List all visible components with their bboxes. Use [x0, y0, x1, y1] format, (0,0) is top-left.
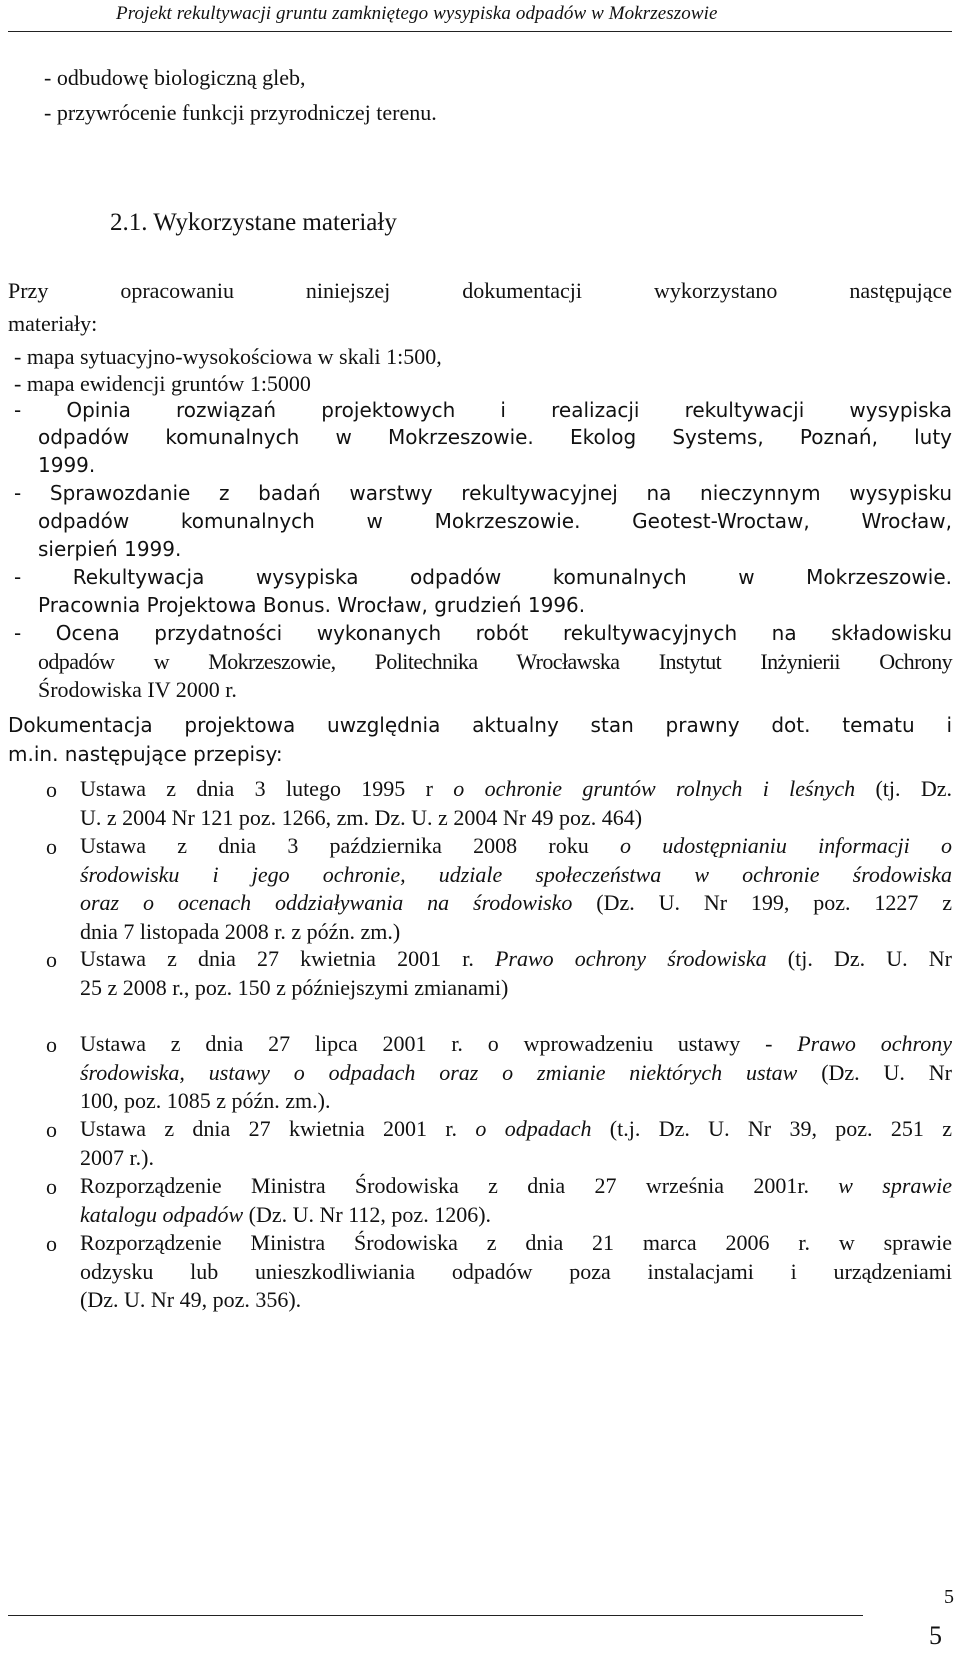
legal-item-line — [80, 1115, 952, 1144]
italic-title: Prawo ochrony środowiska — [494, 946, 767, 971]
bullet-marker: o — [46, 1032, 57, 1057]
text-run: 100, poz. 1085 z późn. zm.). — [80, 1088, 331, 1113]
legal-intro-cont: m.in. następujące przepisy: — [8, 742, 283, 766]
text-run: (Dz. U. Nr 199, poz. 1227 z — [572, 890, 952, 915]
material-item: Pracownia Projektowa Bonus. Wrocław, grudzień 1996. — [38, 593, 586, 617]
text-run: Ustawa z dnia 27 kwietnia 2001 r. — [80, 946, 495, 971]
text-run: Ustawa z dnia 27 lipca 2001 r. o wprowadzeniu ustawy - — [80, 1031, 798, 1056]
italic-title: środowiska, ustawy o odpadach oraz o zmianie niektórych ustaw — [80, 1059, 798, 1085]
intro-item: - odbudowę biologiczną gleb, — [44, 65, 306, 90]
legal-item-line — [80, 1258, 952, 1287]
legal-item — [80, 775, 952, 832]
legal-intro: Dokumentacja projektowa uwzględnia aktualny stan prawny dot. tematu i — [8, 713, 952, 737]
text-run: 2007 r.). — [80, 1144, 154, 1170]
italic-title: Prawo ochrony — [797, 1031, 952, 1056]
legal-item-line — [80, 1172, 952, 1201]
bullet-marker: o — [46, 777, 57, 802]
text-run: Ustawa z dnia 3 października 2008 roku — [80, 833, 620, 858]
text-run: (Dz. U. Nr 112, poz. 1206). — [243, 1201, 492, 1227]
footer-divider — [8, 1615, 863, 1616]
materials-intro-cont: materiały: — [8, 311, 98, 336]
page-number-marker: 5 — [944, 1586, 954, 1608]
bullet-marker: o — [46, 834, 57, 859]
text-run: U. z 2004 Nr 121 poz. 1266, zm. Dz. U. z 2004 Nr 49 poz. 464) — [80, 804, 643, 830]
legal-item-line — [80, 1286, 952, 1315]
section-heading: 2.1. Wykorzystane materiały — [110, 209, 397, 236]
header-divider — [8, 31, 952, 32]
text-run: (tj. Dz. U. Nr — [766, 946, 952, 971]
material-item: - mapa sytuacyjno-wysokościowa w skali 1:500, — [14, 344, 442, 369]
italic-title: środowisku i jego ochronie, udziale społeczeństwa w ochronie środowiska — [80, 861, 952, 887]
material-item: Środowiska IV 2000 r. — [38, 677, 237, 702]
text-run: 25 z 2008 r., poz. 150 z późniejszymi zmianami) — [80, 974, 509, 1000]
material-item: sierpień 1999. — [38, 537, 182, 561]
text-run: Ustawa z dnia 3 lutego 1995 r — [80, 776, 454, 801]
legal-item — [80, 1229, 952, 1315]
legal-item-line — [80, 918, 952, 947]
material-item: odpadów komunalnych w Mokrzeszowie. Ekolog Systems, Poznań, luty — [38, 425, 952, 449]
legal-item — [80, 1030, 952, 1116]
italic-title: o udostępnianiu informacji o — [619, 833, 952, 858]
italic-title: o ochronie gruntów rolnych i leśnych — [453, 776, 856, 801]
italic-title: katalogu odpadów — [80, 1201, 244, 1227]
material-item: - Ocena przydatności wykonanych robót rekultywacyjnych na składowisku — [14, 621, 952, 645]
text-run: Ustawa z dnia 27 kwietnia 2001 r. — [80, 1116, 476, 1141]
material-item: - Rekultywacja wysypiska odpadów komunalnych w Mokrzeszowie. — [14, 565, 952, 589]
legal-item — [80, 832, 952, 946]
legal-item — [80, 1115, 952, 1172]
legal-item-line — [80, 1087, 952, 1116]
legal-item-line — [80, 1030, 952, 1059]
legal-item — [80, 1172, 952, 1229]
legal-item-line — [80, 1059, 952, 1088]
legal-item-line — [80, 775, 952, 804]
material-item: odpadów komunalnych w Mokrzeszowie. Geotest-Wroctaw, Wrocław, — [38, 509, 952, 533]
bullet-marker: o — [46, 1117, 57, 1142]
bullet-marker: o — [46, 1174, 57, 1199]
material-item: - Opinia rozwiązań projektowych i realizacji rekultywacji wysypiska — [14, 398, 952, 422]
legal-item-line — [80, 832, 952, 861]
legal-item-line — [80, 1144, 952, 1173]
text-run: Rozporządzenie Ministra Środowiska z dnia 27 września 2001r. — [80, 1173, 839, 1198]
material-item: - Sprawozdanie z badań warstwy rekultywacyjnej na nieczynnym wysypisku — [14, 481, 952, 505]
text-run: (tj. Dz. — [855, 776, 953, 801]
legal-item-line — [80, 974, 952, 1003]
materials-intro: Przy opracowaniu niniejszej dokumentacji wykorzystano następujące — [8, 278, 952, 303]
text-run: dnia 7 listopada 2008 r. z późn. zm.) — [80, 918, 401, 944]
page-number: 5 — [929, 1621, 942, 1650]
legal-item-line — [80, 1201, 952, 1230]
italic-title: w sprawie — [838, 1173, 952, 1198]
running-header: Projekt rekultywacji gruntu zamkniętego wysypiska odpadów w Mokrzeszowie — [116, 3, 718, 24]
text-run: (Dz. U. Nr 49, poz. 356). — [80, 1287, 302, 1312]
material-item: odpadów w Mokrzeszowie, Politechnika Wrocławska Instytut Inżynierii Ochrony — [38, 649, 952, 674]
legal-item-line — [80, 889, 952, 918]
italic-title: oraz o ocenach oddziaływania na środowisko — [80, 890, 573, 915]
legal-item-line — [80, 945, 952, 974]
material-item: 1999. — [38, 453, 96, 477]
intro-item: - przywrócenie funkcji przyrodniczej terenu. — [44, 100, 437, 125]
bullet-marker: o — [46, 1231, 57, 1256]
text-run: (t.j. Dz. U. Nr 39, poz. 251 z — [591, 1116, 952, 1141]
text-run: Rozporządzenie Ministra Środowiska z dnia 21 marca 2006 r. w sprawie — [80, 1230, 952, 1255]
material-item: - mapa ewidencji gruntów 1:5000 — [14, 371, 311, 396]
text-run: odzysku lub unieszkodliwiania odpadów poza instalacjami i urządzeniami — [80, 1258, 952, 1284]
bullet-marker: o — [46, 947, 57, 972]
legal-item — [80, 945, 952, 1002]
italic-title: o odpadach — [475, 1116, 592, 1141]
legal-item-line — [80, 1229, 952, 1258]
legal-item-line — [80, 861, 952, 890]
text-run: (Dz. U. Nr — [797, 1059, 952, 1085]
legal-item-line — [80, 804, 952, 833]
